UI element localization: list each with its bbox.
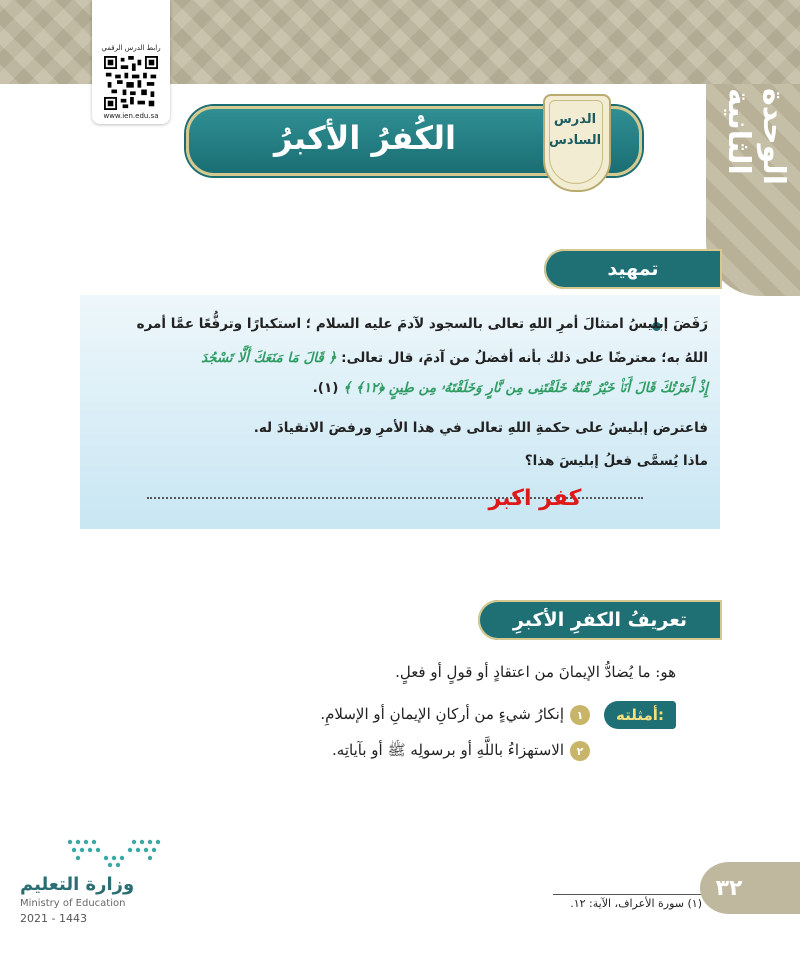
intro-line-2 <box>201 350 708 366</box>
qr-card[interactable] <box>92 0 170 124</box>
intro-line-1: رَفَضَ إبليسُ امتثالَ أمرِ اللهِ تعالى بالسجود لآدمَ عليه السلام ؛ استكبارًا وترفُّعًا عمَّا أمره <box>136 316 708 332</box>
ministry-logo-icon <box>66 838 162 868</box>
ministry-year: 2021 - 1443 <box>20 912 87 925</box>
intro-question: ماذا يُسمَّى فعلُ إبليسَ هذا؟ <box>524 453 708 469</box>
unit-label: الوحدة الثانية <box>721 88 791 186</box>
example-2: الاستهزاءُ باللَّهِ أو برسولِه ﷺ أو بآياتِه. <box>332 741 564 759</box>
verse-part-1: ﴿ قَالَ مَا مَنَعَكَ أَلَّا تَسْجُدَ <box>201 350 337 366</box>
example-number-2: ٢ <box>570 741 590 761</box>
intro-line-4: فاعترض إبليسُ على حكمةِ اللهِ تعالى في هذا الأمرِ ورفضَ الانقيادَ له. <box>253 420 708 436</box>
footnote: (١) سورة الأعراف، الآية: ١٢. <box>570 897 702 910</box>
qr-url: www.ien.edu.sa <box>103 112 159 120</box>
ministry-name-en: Ministry of Education <box>20 898 126 909</box>
examples-label: أمثلته: <box>604 701 676 729</box>
qr-code-icon <box>102 56 160 110</box>
page-number: ٣٢ <box>700 862 758 914</box>
intro-line-3 <box>313 380 708 396</box>
lesson-label: الدرس <box>553 112 597 127</box>
definition-text: هو: ما يُضادُّ الإيمانَ من اعتقادٍ أو قولٍ أو فعلٍ. <box>395 663 676 681</box>
footnote-rule <box>553 894 701 895</box>
ministry-name-ar: وزارة التعليم <box>20 874 135 895</box>
lesson-number: السادس <box>548 133 602 148</box>
intro-line-2-text: اللهُ به؛ معترضًا على ذلك بأنه أفضلُ من آدمَ، قال تعالى: <box>341 350 708 366</box>
answer-text[interactable]: كفر اكبر <box>488 486 582 511</box>
example-1: إنكارُ شيءٍ من أركانِ الإيمانِ أو الإسلامِ. <box>320 705 564 723</box>
verse-part-2: إِذْ أَمَرْتُكَ قَالَ أَنَا۠ خَيْرٌ مِّنْهُ خَلَقْتَنِى مِن نَّارٍ وَخَلَقْتَهُۥ مِن طِينٍ ﴿١٢﴾ ﴾ <box>343 380 708 396</box>
intro-heading: تمهيد <box>544 249 722 289</box>
example-number-1: ١ <box>570 705 590 725</box>
definition-heading: تعريفُ الكفرِ الأكبرِ <box>478 600 722 640</box>
lesson-title: الكُفرُ الأكبرُ <box>273 119 457 157</box>
footnote-ref: (١). <box>312 380 339 396</box>
qr-title: رابط الدرس الرقمي <box>101 44 161 52</box>
